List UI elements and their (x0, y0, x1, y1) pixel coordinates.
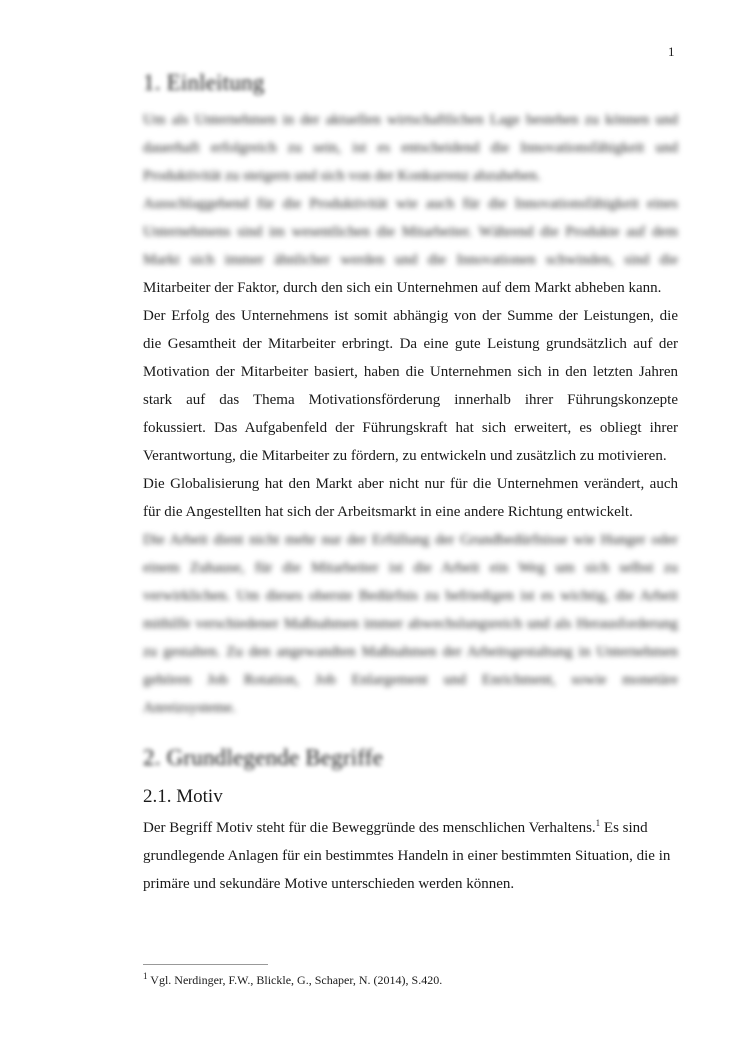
text-line: dauerhaft erfolgreich zu sein, ist es entscheidend die Innovationsfähigkeit und (143, 140, 678, 156)
text-segment: Es sind (600, 820, 648, 836)
heading-grundlegende-begriffe: 2. Grundlegende Begriffe (143, 745, 384, 770)
subheading-motiv: 2.1. Motiv (143, 786, 223, 807)
text-line: gehören Job Rotation, Job Enlargement und Enrichment, sowie monetäre (143, 672, 678, 688)
text-line: einem Zuhause, für die Mitarbeiter ist die Arbeit ein Weg um sich selbst zu (143, 560, 678, 576)
footnote-ref[interactable]: 1 (595, 818, 601, 828)
page-number: 1 (668, 44, 675, 59)
text-line: fokussiert. Das Aufgabenfeld der Führungskraft hat sich erweitert, es obliegt ihrer (143, 420, 678, 436)
heading-einleitung: 1. Einleitung (143, 70, 265, 95)
text-line: Ausschlaggebend für die Produktivität wie auch für die Innovationsfähigkeit eines (143, 196, 678, 212)
text-segment: Der Begriff Motiv steht für die Beweggründe des menschlichen Verhaltens. (143, 820, 596, 836)
text-line: Produktivität zu steigern und sich von der Konkurrenz abzuheben. (143, 168, 541, 184)
text-line: Motivation der Mitarbeiter basiert, haben die Unternehmen sich in den letzten Jahren (143, 364, 678, 380)
text-line: Um als Unternehmen in der aktuellen wirtschaftlichen Lage bestehen zu können und (143, 112, 678, 128)
text-line (143, 820, 678, 837)
text-line: Der Erfolg des Unternehmens ist somit abhängig von der Summe der Leistungen, die (143, 308, 678, 324)
text-line: Mitarbeiter der Faktor, durch den sich ein Unternehmen auf dem Markt abheben kann. (143, 280, 662, 296)
text-line: Verantwortung, die Mitarbeiter zu fördern, zu entwickeln und zusätzlich zu motivieren. (143, 448, 667, 464)
footnote-text: Vgl. Nerdinger, F.W., Blickle, G., Schaper, N. (2014), S.420. (147, 973, 443, 987)
text-line: verwirklichen. Um dieses oberste Bedürfnis zu befriedigen ist es wichtig, die Arbeit (143, 588, 678, 604)
text-line: Die Globalisierung hat den Markt aber nicht nur für die Unternehmen verändert, auch (143, 476, 678, 492)
text-line: Anreizsysteme. (143, 700, 236, 716)
text-line: primäre und sekundäre Motive unterschieden werden können. (143, 876, 515, 892)
footnote-rule (143, 964, 268, 965)
footnote (143, 973, 442, 988)
text-line: Unternehmens sind im wesentlichen die Mitarbeiter. Während die Produkte auf dem (143, 224, 678, 240)
footnote-marker: 1 (143, 971, 148, 981)
text-line: die Gesamtheit der Mitarbeiter erbringt. Da eine gute Leistung grundsätzlich auf der (143, 336, 678, 352)
text-line: mithilfe verschiedener Maßnahmen immer abwechslungsreich und als Herausforderung (143, 616, 678, 632)
text-line: zu gestalten. Zu den angewandten Maßnahmen der Arbeitsgestaltung in Unternehmen (143, 644, 678, 660)
text-line: Die Arbeit dient nicht mehr nur der Erfüllung der Grundbedürfnisse wie Hunger oder (143, 532, 678, 548)
text-line: für die Angestellten hat sich der Arbeitsmarkt in eine andere Richtung entwickelt. (143, 504, 633, 520)
text-line: stark auf das Thema Motivationsförderung innerhalb ihrer Führungskonzepte (143, 392, 678, 408)
text-line: Markt sich immer ähnlicher werden und die Innovationen schwinden, sind die (143, 252, 678, 268)
text-line: grundlegende Anlagen für ein bestimmtes Handeln in einer bestimmten Situation, die in (143, 848, 671, 864)
